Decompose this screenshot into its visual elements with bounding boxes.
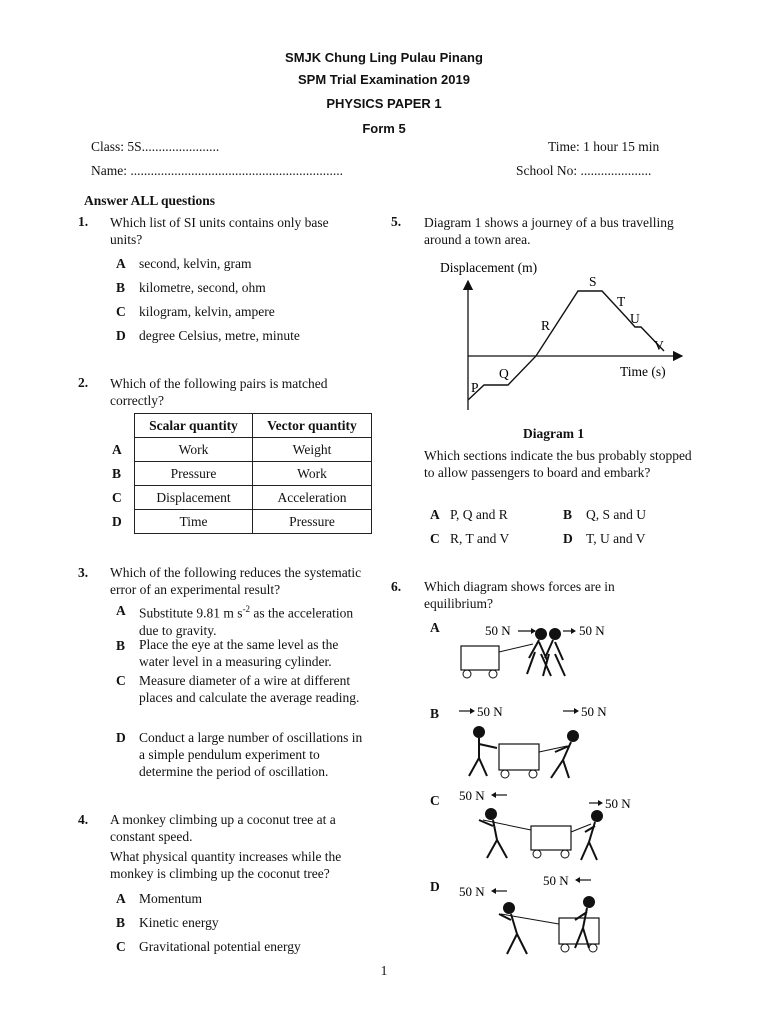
table-cell: Pressure xyxy=(135,462,253,486)
force-arrow xyxy=(575,877,580,883)
q5-option-letter: C xyxy=(430,531,440,546)
table-cell: Acceleration xyxy=(253,486,372,510)
q1-option-text: degree Celsius, metre, minute xyxy=(139,328,300,343)
q6-option-letter: C xyxy=(430,793,440,808)
section-label: P xyxy=(471,380,479,395)
table-row xyxy=(112,510,372,534)
q1-option-text: kilometre, second, ohm xyxy=(139,280,266,295)
section-label: T xyxy=(617,294,626,309)
q6-number: 6. xyxy=(391,579,402,594)
q3-option-letter: D xyxy=(116,730,126,745)
force-arrow xyxy=(571,628,576,634)
q4-option-text: Kinetic energy xyxy=(139,915,219,930)
q3-text: Which of the following reduces the systematic error of an experimental result? xyxy=(110,565,362,597)
q1-number: 1. xyxy=(78,214,89,229)
table-cell: Displacement xyxy=(135,486,253,510)
q1-option-text: kilogram, kelvin, ampere xyxy=(139,304,275,319)
section-label: U xyxy=(630,311,640,326)
q1-option-letter: D xyxy=(116,328,126,343)
force-label: 50 N xyxy=(579,623,605,638)
q3-option-text: Conduct a large number of oscillations in a simple pendulum experiment to determine the period of oscillation. xyxy=(139,730,363,779)
q3-option-letter: A xyxy=(116,603,126,618)
q4-option-text: Gravitational potential energy xyxy=(139,939,301,954)
name-field: Name: ............................................................... xyxy=(91,163,343,178)
force-arrow xyxy=(470,708,475,714)
row-letter: B xyxy=(112,465,122,481)
row-letter: A xyxy=(112,441,122,457)
trolley xyxy=(461,646,499,670)
q6-option-letter: A xyxy=(430,620,440,635)
q3-option-text: Measure diameter of a wire at different places and calculate the average reading. xyxy=(139,673,360,705)
q5-option-text: T, U and V xyxy=(586,531,646,546)
force-label: 50 N xyxy=(581,704,607,719)
q6-option-letter: D xyxy=(430,879,440,894)
row-letter: C xyxy=(112,489,122,505)
section-label: V xyxy=(654,338,664,353)
q2-number: 2. xyxy=(78,375,89,390)
table-cell: Weight xyxy=(253,438,372,462)
exam-title: SPM Trial Examination 2019 xyxy=(298,72,470,87)
wheel xyxy=(561,944,569,952)
force-arrow xyxy=(598,800,603,806)
table-row xyxy=(112,486,372,510)
q4-text: A monkey climbing up a coconut tree at a constant speed. xyxy=(110,812,336,844)
force-label: 50 N xyxy=(459,884,485,899)
q5-number: 5. xyxy=(391,214,402,229)
rope xyxy=(499,644,533,652)
table-cell: Work xyxy=(135,438,253,462)
instruction: Answer ALL questions xyxy=(84,193,216,208)
graph-line xyxy=(468,291,664,400)
section-label: S xyxy=(589,274,597,289)
wheel xyxy=(489,670,497,678)
q5-question: Which sections indicate the bus probably stopped to allow passengers to board and embark? xyxy=(424,448,692,480)
child-figure xyxy=(583,896,595,908)
x-axis-label: Time (s) xyxy=(620,364,666,379)
wheel xyxy=(589,944,597,952)
q5-option-letter: B xyxy=(563,507,573,522)
table-cell: Time xyxy=(135,510,253,534)
y-axis-label: Displacement (m) xyxy=(440,260,538,275)
q4-text-2: What physical quantity increases while the monkey is climbing up the coconut tree? xyxy=(110,849,342,881)
option-b-diagram xyxy=(455,702,655,784)
q4-number: 4. xyxy=(78,812,89,827)
q6-option-letter: B xyxy=(430,706,440,721)
q5-option-text: Q, S and U xyxy=(586,507,646,522)
force-arrow xyxy=(491,888,496,894)
displacement-time-graph xyxy=(430,255,690,420)
q4-option-letter: A xyxy=(116,891,126,906)
q4-option-letter: C xyxy=(116,939,126,954)
q5-text: Diagram 1 shows a journey of a bus travelling around a town area. xyxy=(424,215,674,247)
wheel xyxy=(561,850,569,858)
q2-table xyxy=(112,413,372,534)
school-name: SMJK Chung Ling Pulau Pinang xyxy=(285,50,483,65)
school-no-field: School No: ..................... xyxy=(516,163,652,178)
q1-option-letter: C xyxy=(116,304,126,319)
q3-option-text: Place the eye at the same level as the water level in a measuring cylinder. xyxy=(139,637,339,669)
wheel xyxy=(529,770,537,778)
child-figure xyxy=(469,738,497,776)
child-figure xyxy=(549,628,561,640)
child-figure xyxy=(535,628,547,640)
q3-option-letter: C xyxy=(116,673,126,688)
page-number: 1 xyxy=(380,963,388,978)
section-label: R xyxy=(541,318,551,333)
table-cell: Pressure xyxy=(253,510,372,534)
section-label: Q xyxy=(499,366,509,381)
q2-text: Which of the following pairs is matched correctly? xyxy=(110,376,328,408)
force-arrow xyxy=(491,792,496,798)
child-figure xyxy=(473,726,485,738)
wheel xyxy=(463,670,471,678)
child-figure xyxy=(581,822,597,860)
force-label: 50 N xyxy=(485,623,511,638)
wheel xyxy=(533,850,541,858)
option-a-diagram xyxy=(455,618,655,688)
table-header: Scalar quantity xyxy=(135,414,253,438)
child-figure xyxy=(479,820,507,858)
child-figure xyxy=(503,902,515,914)
q5-option-letter: D xyxy=(563,531,573,546)
paper-title: PHYSICS PAPER 1 xyxy=(326,96,442,111)
q1-option-text: second, kelvin, gram xyxy=(139,256,252,271)
diagram-caption: Diagram 1 xyxy=(523,426,585,441)
force-label: 50 N xyxy=(543,873,569,888)
q5-option-letter: A xyxy=(430,507,440,522)
q5-option-text: R, T and V xyxy=(450,531,510,546)
row-letter: D xyxy=(112,513,122,529)
q6-text: Which diagram shows forces are in equilibrium? xyxy=(424,579,615,611)
trolley xyxy=(531,826,571,850)
q1-text: Which list of SI units contains only base units? xyxy=(110,215,329,247)
q1-option-letter: B xyxy=(116,280,126,295)
q5-option-text: P, Q and R xyxy=(450,507,508,522)
child-figure xyxy=(591,810,603,822)
class-field: Class: 5S....................... xyxy=(91,139,220,154)
table-cell: Work xyxy=(253,462,372,486)
time-field: Time: 1 hour 15 min xyxy=(548,139,660,154)
force-arrow xyxy=(574,708,579,714)
trolley xyxy=(499,744,539,770)
q3-option-letter: B xyxy=(116,638,126,653)
child-figure xyxy=(575,908,589,948)
child-figure xyxy=(499,914,527,954)
table-row xyxy=(112,438,372,462)
q3-option-text: Substitute 9.81 m $s^{-2}$ as the acceleration due to gravity. xyxy=(139,604,354,638)
child-figure xyxy=(567,730,579,742)
table-row xyxy=(112,462,372,486)
q4-option-text: Momentum xyxy=(139,891,202,906)
wheel xyxy=(501,770,509,778)
option-c-diagram xyxy=(455,786,655,866)
q4-option-letter: B xyxy=(116,915,126,930)
child-figure xyxy=(485,808,497,820)
force-label: 50 N xyxy=(477,704,503,719)
force-label: 50 N xyxy=(605,796,631,811)
table-header: Vector quantity xyxy=(253,414,372,438)
force-label: 50 N xyxy=(459,788,485,803)
form-title: Form 5 xyxy=(362,121,406,136)
q1-option-letter: A xyxy=(116,256,126,271)
option-d-diagram xyxy=(455,870,655,962)
q3-number: 3. xyxy=(78,565,89,580)
